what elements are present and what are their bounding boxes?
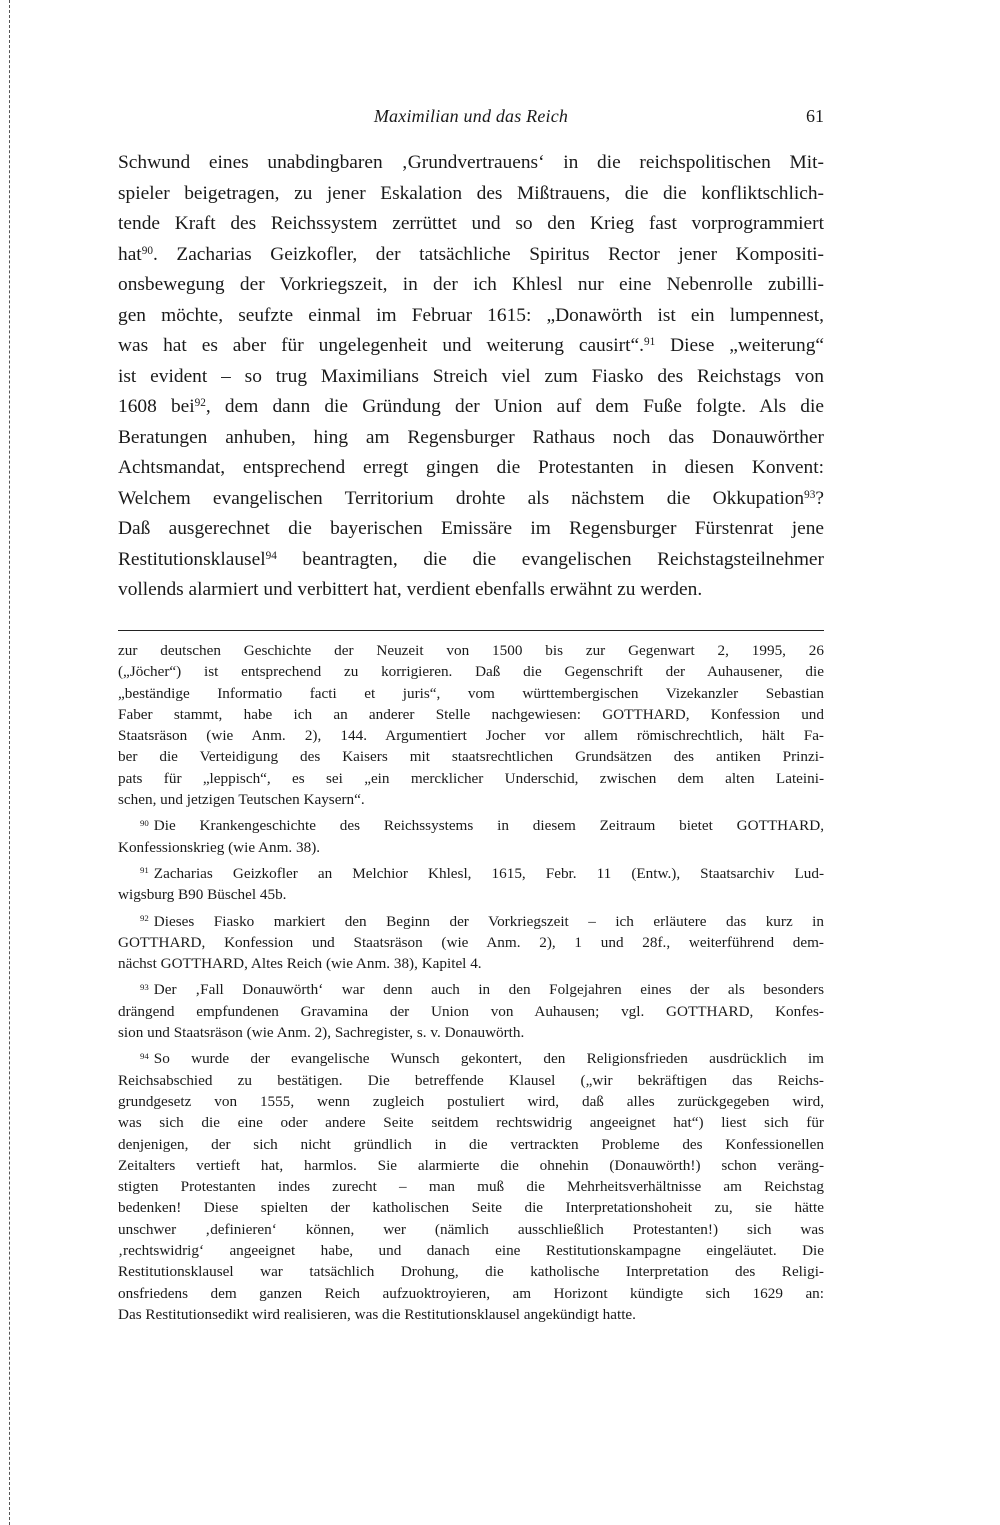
footnotes [118,640,824,1325]
footnote-94-line [118,1070,824,1091]
footnote-94-line [118,1176,824,1197]
footnote-94-line [118,1283,824,1304]
line-text: Die Krankengeschichte des Reichssystems in diesem Zeitraum bietet GOTTHARD, [153,817,824,835]
body-line [118,209,824,240]
line-text: was sich die eine oder andere Seite seitdem rechtswidrig angeeignet hat“) liest sich für [118,1114,824,1132]
footnote-number: 93 [140,981,149,992]
line-text: sion und Staatsräson (wie Anm. 2), Sachregister, s. v. Donauwörth. [118,1024,525,1042]
footnote-rule [118,630,824,631]
footnote-91-line [118,884,824,905]
footnote-90-line [118,837,824,858]
footnote-94-line [118,1240,824,1261]
body-line [118,575,824,606]
footnote-94-line [118,1155,824,1176]
line-text: nächst GOTTHARD, Altes Reich (wie Anm. 38), Kapitel 4. [118,955,482,973]
line-text: Reichsabschied zu bestätigen. Die betreffende Klausel („wir bekräftigen das Reichs- [118,1071,824,1089]
footnote-continuation-line [118,768,824,789]
line-text: vollends alarmiert und verbittert hat, verdient ebenfalls erwähnt zu werden. [118,579,703,600]
line-text: Restitutionsklausel [118,548,266,570]
body-text [118,148,824,606]
footnote-continuation-line [118,683,824,704]
footnote-94-line [118,1112,824,1133]
line-text: denjenigen, der sich nicht gründlich in die vertrackten Probleme des Konfessionellen [118,1135,824,1153]
line-text: GOTTHARD, Konfession und Staatsräson (wie Anm. 2), 1 und 28f., weiterführend dem- [118,933,824,951]
line-text: ist evident – so trug Maximilians Streich viel zum Fiasko des Reichstags von [118,365,824,387]
footnote-continuation-line [118,661,824,682]
line-text: onsfriedens dem ganzen Reich aufzuoktroyieren, am Horizont kündigte sich 1629 an: [118,1284,824,1302]
page-number: 61 [806,106,824,126]
footnote-number: 91 [140,865,149,876]
footnote-94-line [118,1048,824,1069]
body-line [118,484,824,515]
scan-edge-marks [9,0,10,1525]
footnote-continuation-line [118,789,824,810]
footnote-93-line [118,979,824,1000]
line-text: tende Kraft des Reichssystem zerrüttet und so den Krieg fast vorprogrammiert [118,213,824,234]
line-text: drängend empfundenen Gravamina der Union von Auhausen; vgl. GOTTHARD, Konfes- [118,1002,824,1020]
line-text: Zacharias Geizkofler an Melchior Khlesl, 1615, Febr. 11 (Entw.), Staatsarchiv Lud- [153,864,824,882]
line-text: Das Restitutionsedikt wird realisieren, was die Restitutionsklausel angekündigt hatte. [118,1305,636,1323]
footnote-93-line [118,1022,824,1043]
line-text: 1608 bei [118,396,195,417]
line-text: Achtsmandat, entsprechend erregt gingen die Protestanten in diesen Konvent: [118,457,824,478]
footnote-93-line [118,1001,824,1022]
footnote-number: 94 [140,1050,149,1061]
footnote-reference: 92 [194,396,206,409]
line-text: „beständige Informatio facti et juris“, vom württembergischen Vizekanzler Sebastian [118,684,824,702]
footnote-92-line [118,911,824,932]
footnote-94-line [118,1304,824,1325]
footnote-94-line [118,1219,824,1240]
line-text: ber die Verteidigung des Kaisers mit staatsrechtlichen Grundsätzen des antiken Prinzi- [118,748,824,766]
line-text: bedenken! Diese spielten der katholischen Seite die Interpretationshoheit zu, sie hätte [118,1199,824,1217]
line-text: Faber stammt, habe ich an anderer Stelle nachgewiesen: GOTTHARD, Konfession und [118,705,824,723]
line-text-continued: Diese „weiterung“ [655,335,825,356]
line-text: wigsburg B90 Büschel 45b. [118,886,287,904]
line-text-continued: beantragten, die die evangelischen Reichstagsteilnehmer [276,548,824,570]
footnote-94-line [118,1197,824,1218]
body-line [118,423,824,454]
line-text-continued: , dem dann die Gründung der Union auf dem Fuße folgte. Als die [205,396,824,417]
line-text: pats für „leppisch“, es sei „ein mercklicher Underschid, zwischen dem alten Lateini- [118,769,824,787]
line-text: Daß ausgerechnet die bayerischen Emissäre im Regensburger Fürstenrat jene [118,518,824,539]
footnote-reference: 93 [804,488,816,501]
line-text: Restitutionsklausel war tatsächlich Drohung, die katholische Interpretation des Religi- [118,1263,824,1281]
footnote-91-line [118,863,824,884]
footnote-90-line [118,815,824,836]
line-text: schen, und jetzigen Teutschen Kaysern“. [118,791,365,809]
body-line [118,179,824,210]
footnote-continuation-line [118,746,824,767]
line-text: Dieses Fiasko markiert den Beginn der Vorkriegszeit – ich erläutere das kurz in [153,912,824,930]
running-head [118,106,824,132]
footnote-continuation-line [118,725,824,746]
footnote-92-line [118,953,824,974]
line-text: („Jöcher“) ist entsprechend zu korrigieren. Daß die Gegenschrift der Auhausener, die [118,663,824,681]
line-text: Der ‚Fall Donauwörth‘ war denn auch in den Folgejahren eines der als besonders [153,981,824,999]
footnote-continuation-line [118,640,824,661]
body-line [118,331,824,362]
body-line [118,514,824,545]
footnote-number: 92 [140,912,149,923]
line-text: Beratungen anhuben, hing am Regensburger Rathaus noch das Donauwörther [118,426,824,448]
line-text: grundgesetz von 1555, wenn zugleich postuliert wird, daß alles zurückgegeben wird, [118,1092,824,1110]
footnote-reference: 90 [141,244,153,257]
line-text: was hat es aber für ungelegenheit und weiterung causirt“. [118,335,644,356]
body-line [118,545,824,576]
footnote-number: 90 [140,817,149,828]
line-text: spieler beigetragen, zu jener Eskalation des Mißtrauens, die die konfliktschlich- [118,182,824,204]
footnote-continuation-line [118,704,824,725]
footnote-94-line [118,1134,824,1155]
line-text: Welchem evangelischen Territorium drohte als nächstem die Okkupation [118,487,805,509]
footnote-reference: 91 [643,335,656,348]
line-text: gen möchte, seufzte einmal im Februar 1615: „Donawörth ist ein lumpennest, [118,304,824,326]
line-text: hat [118,243,142,265]
running-head-title: Maximilian und das Reich [373,106,569,126]
line-text-continued: ? [815,487,824,509]
line-text: unschwer ‚definieren‘ können, wer (nämlich ausschließlich Protestanten!) sich was [118,1220,824,1238]
footnote-92-line [118,932,824,953]
line-text: onsbewegung der Vorkriegszeit, in der ich Khlesl nur eine Nebenrolle zubilli- [118,274,824,295]
body-line [118,270,824,301]
body-line [118,240,824,271]
body-line [118,301,824,332]
line-text: ‚rechtswidrig‘ angeeignet habe, und danach eine Restitutionskampagne eingeläutet. Die [118,1242,824,1260]
line-text-continued: . Zacharias Geizkofler, der tatsächliche Spiritus Rector jener Kompositi- [152,243,824,265]
line-text: Konfessionskrieg (wie Anm. 38). [118,838,321,856]
line-text: Schwund eines unabdingbaren ‚Grundvertrauens‘ in die reichspolitischen Mit- [118,152,824,173]
body-line [118,362,824,393]
footnote-94-line [118,1091,824,1112]
body-line [118,392,824,423]
line-text: zur deutschen Geschichte der Neuzeit von 1500 bis zur Gegenwart 2, 1995, 26 [118,642,824,659]
line-text: stigten Protestanten indes zurecht – man muß die Mehrheitsverhältnisse am Reichstag [118,1178,824,1196]
footnote-reference: 94 [265,549,277,562]
line-text: So wurde der evangelische Wunsch gekontert, den Religionsfrieden ausdrücklich im [153,1050,824,1068]
body-line [118,453,824,484]
line-text: Zeitalters vertieft hat, harmlos. Sie alarmierte die ohnehin (Donauwörth!) schon veräng- [118,1156,824,1174]
line-text: Staatsräson (wie Anm. 2), 144. Argumentiert Jocher vor allem römischrechtlich, hält Fa- [118,727,824,745]
footnote-94-line [118,1261,824,1282]
body-line [118,148,824,179]
